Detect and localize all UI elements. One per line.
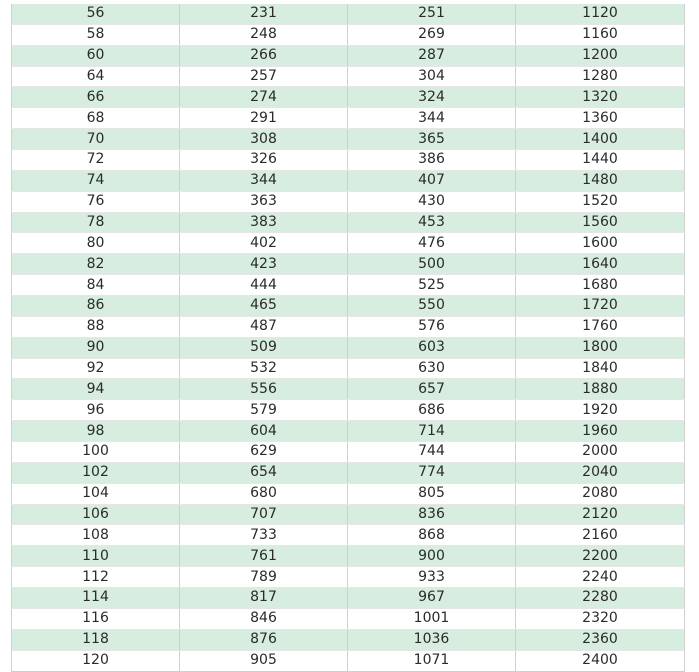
data-table-container: [11, 4, 684, 672]
table-cell: 248: [180, 24, 348, 45]
table-cell: 430: [348, 191, 516, 212]
table-cell: 114: [12, 588, 180, 609]
table-row: [12, 504, 685, 525]
table-row: [12, 608, 685, 629]
table-row: [12, 588, 685, 609]
table-cell: 118: [12, 629, 180, 650]
table-cell: 84: [12, 275, 180, 296]
table-cell: 326: [180, 150, 348, 171]
table-row: [12, 337, 685, 358]
table-row: [12, 150, 685, 171]
table-cell: 604: [180, 421, 348, 442]
table-cell: 1036: [348, 629, 516, 650]
table-cell: 108: [12, 525, 180, 546]
table-cell: 1071: [348, 650, 516, 671]
table-cell: 868: [348, 525, 516, 546]
table-row: [12, 379, 685, 400]
table-cell: 76: [12, 191, 180, 212]
table-cell: 1680: [516, 275, 685, 296]
table-cell: 58: [12, 24, 180, 45]
table-cell: 90: [12, 337, 180, 358]
table-cell: 465: [180, 296, 348, 317]
table-cell: 386: [348, 150, 516, 171]
table-cell: 1640: [516, 254, 685, 275]
table-cell: 106: [12, 504, 180, 525]
table-cell: 344: [180, 170, 348, 191]
table-cell: 68: [12, 108, 180, 129]
table-cell: 308: [180, 129, 348, 150]
table-cell: 846: [180, 608, 348, 629]
table-row: [12, 400, 685, 421]
table-row: [12, 45, 685, 66]
table-cell: 1001: [348, 608, 516, 629]
table-cell: 1800: [516, 337, 685, 358]
table-cell: 266: [180, 45, 348, 66]
table-row: [12, 66, 685, 87]
table-cell: 1920: [516, 400, 685, 421]
table-cell: 2400: [516, 650, 685, 671]
table-row: [12, 87, 685, 108]
table-cell: 102: [12, 462, 180, 483]
table-cell: 805: [348, 483, 516, 504]
table-body: [12, 4, 685, 671]
table-cell: 324: [348, 87, 516, 108]
table-cell: 287: [348, 45, 516, 66]
table-cell: 967: [348, 588, 516, 609]
table-row: [12, 421, 685, 442]
table-cell: 94: [12, 379, 180, 400]
data-table: [11, 4, 685, 672]
table-row: [12, 129, 685, 150]
table-cell: 933: [348, 567, 516, 588]
table-row: [12, 296, 685, 317]
table-cell: 257: [180, 66, 348, 87]
table-cell: 2000: [516, 442, 685, 463]
table-cell: 905: [180, 650, 348, 671]
table-row: [12, 108, 685, 129]
table-cell: 1720: [516, 296, 685, 317]
table-cell: 1520: [516, 191, 685, 212]
table-cell: 104: [12, 483, 180, 504]
table-cell: 269: [348, 24, 516, 45]
table-cell: 64: [12, 66, 180, 87]
table-cell: 629: [180, 442, 348, 463]
table-row: [12, 212, 685, 233]
table-cell: 509: [180, 337, 348, 358]
table-cell: 60: [12, 45, 180, 66]
table-cell: 817: [180, 588, 348, 609]
table-cell: 1440: [516, 150, 685, 171]
table-row: [12, 24, 685, 45]
table-cell: 680: [180, 483, 348, 504]
table-cell: 344: [348, 108, 516, 129]
table-row: [12, 483, 685, 504]
table-cell: 525: [348, 275, 516, 296]
table-cell: 88: [12, 316, 180, 337]
table-cell: 657: [348, 379, 516, 400]
table-cell: 654: [180, 462, 348, 483]
table-row: [12, 4, 685, 24]
table-row: [12, 442, 685, 463]
table-row: [12, 358, 685, 379]
table-cell: 556: [180, 379, 348, 400]
table-row: [12, 567, 685, 588]
table-cell: 66: [12, 87, 180, 108]
table-cell: 876: [180, 629, 348, 650]
table-cell: 80: [12, 233, 180, 254]
table-cell: 383: [180, 212, 348, 233]
table-cell: 363: [180, 191, 348, 212]
table-cell: 532: [180, 358, 348, 379]
table-cell: 291: [180, 108, 348, 129]
table-cell: 603: [348, 337, 516, 358]
table-cell: 1280: [516, 66, 685, 87]
table-cell: 74: [12, 170, 180, 191]
table-cell: 686: [348, 400, 516, 421]
table-cell: 365: [348, 129, 516, 150]
table-cell: 630: [348, 358, 516, 379]
table-cell: 2320: [516, 608, 685, 629]
table-cell: 1480: [516, 170, 685, 191]
table-cell: 1360: [516, 108, 685, 129]
table-cell: 1760: [516, 316, 685, 337]
table-row: [12, 254, 685, 275]
table-cell: 86: [12, 296, 180, 317]
table-cell: 1120: [516, 4, 685, 24]
table-cell: 500: [348, 254, 516, 275]
table-cell: 1200: [516, 45, 685, 66]
table-cell: 231: [180, 4, 348, 24]
table-cell: 1600: [516, 233, 685, 254]
table-cell: 402: [180, 233, 348, 254]
table-row: [12, 546, 685, 567]
table-cell: 579: [180, 400, 348, 421]
table-cell: 120: [12, 650, 180, 671]
table-cell: 72: [12, 150, 180, 171]
table-cell: 96: [12, 400, 180, 421]
table-row: [12, 462, 685, 483]
table-cell: 251: [348, 4, 516, 24]
table-cell: 1960: [516, 421, 685, 442]
table-cell: 304: [348, 66, 516, 87]
table-cell: 1880: [516, 379, 685, 400]
table-cell: 836: [348, 504, 516, 525]
table-row: [12, 191, 685, 212]
table-cell: 1160: [516, 24, 685, 45]
table-cell: 761: [180, 546, 348, 567]
table-cell: 2080: [516, 483, 685, 504]
table-cell: 476: [348, 233, 516, 254]
table-cell: 70: [12, 129, 180, 150]
table-cell: 2240: [516, 567, 685, 588]
table-cell: 56: [12, 4, 180, 24]
table-row: [12, 525, 685, 546]
table-cell: 98: [12, 421, 180, 442]
table-row: [12, 316, 685, 337]
table-cell: 82: [12, 254, 180, 275]
table-cell: 100: [12, 442, 180, 463]
table-cell: 274: [180, 87, 348, 108]
table-cell: 1400: [516, 129, 685, 150]
table-cell: 2040: [516, 462, 685, 483]
table-cell: 789: [180, 567, 348, 588]
table-row: [12, 233, 685, 254]
table-cell: 1840: [516, 358, 685, 379]
table-cell: 1560: [516, 212, 685, 233]
table-cell: 78: [12, 212, 180, 233]
table-cell: 1320: [516, 87, 685, 108]
table-cell: 116: [12, 608, 180, 629]
table-row: [12, 275, 685, 296]
table-cell: 423: [180, 254, 348, 275]
table-cell: 112: [12, 567, 180, 588]
table-cell: 444: [180, 275, 348, 296]
table-cell: 453: [348, 212, 516, 233]
table-row: [12, 629, 685, 650]
table-cell: 2200: [516, 546, 685, 567]
table-cell: 92: [12, 358, 180, 379]
table-cell: 576: [348, 316, 516, 337]
table-cell: 110: [12, 546, 180, 567]
table-cell: 2120: [516, 504, 685, 525]
table-row: [12, 170, 685, 191]
table-cell: 900: [348, 546, 516, 567]
table-cell: 487: [180, 316, 348, 337]
table-cell: 407: [348, 170, 516, 191]
table-row: [12, 650, 685, 671]
table-cell: 714: [348, 421, 516, 442]
table-cell: 707: [180, 504, 348, 525]
table-cell: 744: [348, 442, 516, 463]
table-cell: 774: [348, 462, 516, 483]
table-cell: 733: [180, 525, 348, 546]
table-cell: 2280: [516, 588, 685, 609]
table-cell: 550: [348, 296, 516, 317]
table-cell: 2360: [516, 629, 685, 650]
table-cell: 2160: [516, 525, 685, 546]
